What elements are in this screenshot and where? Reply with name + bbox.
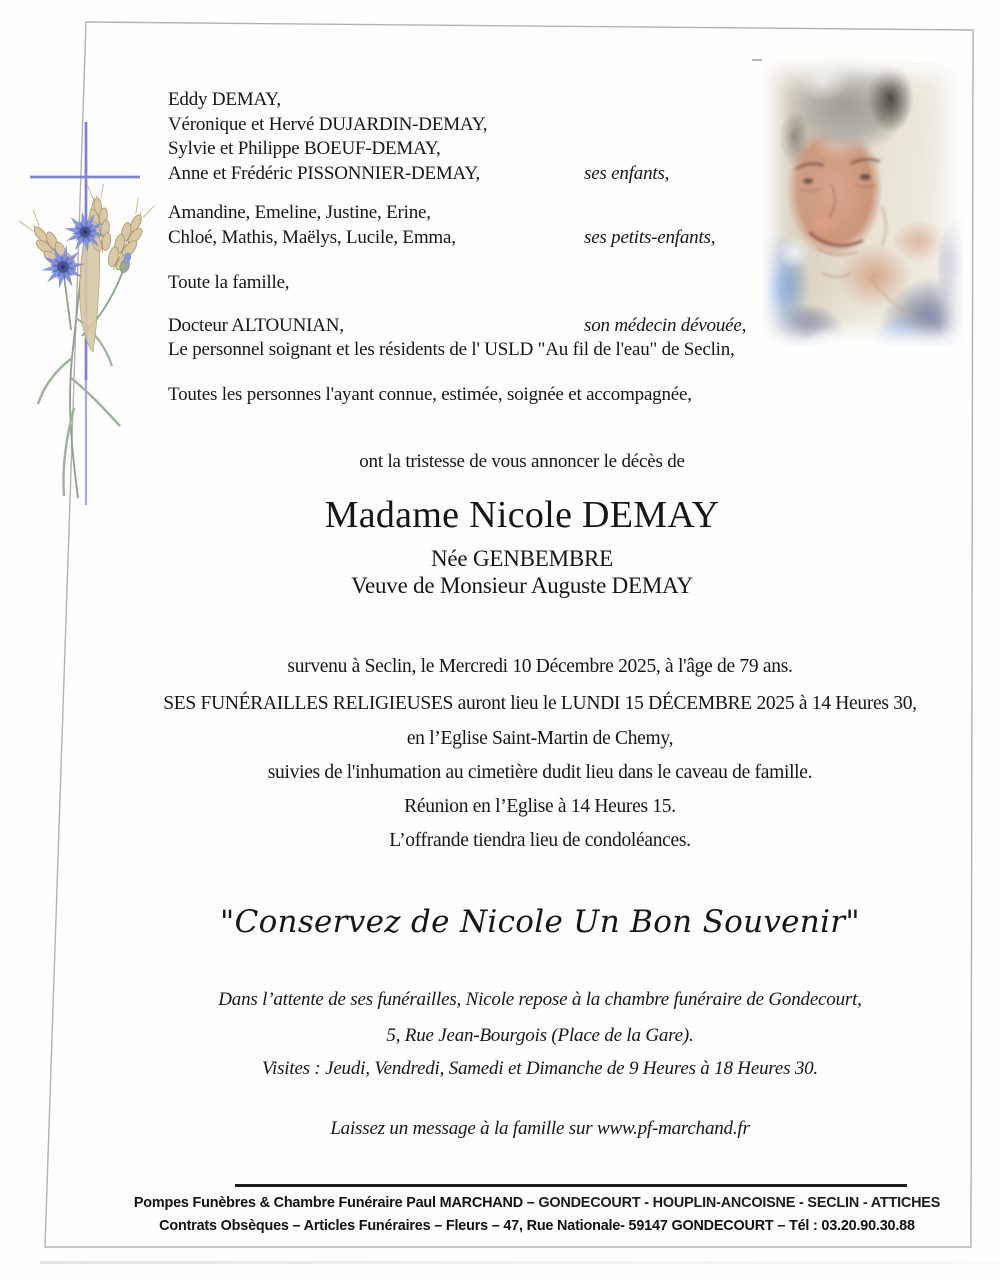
children-line: Sylvie et Philippe BOEUF-DEMAY, [168,138,441,160]
intro-line: ont la tristesse de vous annoncer le décès de [359,451,685,472]
meeting-line: Réunion en l’Eglise à 14 Heures 15. [404,796,676,817]
children-line: Véronique et Hervé DUJARDIN-DEMAY, [168,113,488,135]
funeral-home-cities: GONDECOURT - HOUPLIN-ANCOISNE - SECLIN - ATTICHES [534,1194,941,1211]
footer-line-1 [95,1194,978,1211]
children-label: ses enfants, [584,163,670,184]
doctor-label: son médecin dévouée, [584,315,747,336]
offering-line: L’offrande tiendra lieu de condoléances. [389,830,691,851]
grandchildren-line: Chloé, Mathis, Maëlys, Lucile, Emma, [168,226,456,248]
deceased-name: Madame Nicole DEMAY [324,494,720,536]
children-line: Eddy DEMAY, [168,89,281,110]
grandchildren-line: Amandine, Emeline, Justine, Erine, [168,202,431,223]
acquaintances-line: Toutes les personnes l'ayant connue, estimée, soignée et accompagnée, [168,384,692,405]
visits-line: Visites : Jeudi, Vendredi, Samedi et Dimanche de 9 Heures à 18 Heures 30. [262,1058,818,1079]
maiden-name-line: Née GENBEMBRE [430,546,614,571]
death-line: survenu à Seclin, le Mercredi 10 Décembre 2025, à l'âge de 79 ans. [287,656,793,677]
grandchildren-lines [168,201,456,250]
portrait-photo [762,57,963,345]
repose-line: Dans l’attente de ses funérailles, Nicole repose à la chambre funéraire de Gondecourt, [218,989,862,1010]
funeral-line: SES FUNÉRAILLES RELIGIEUSES auront lieu le LUNDI 15 DÉCEMBRE 2025 à 14 Heures 30, [163,693,917,714]
footer-divider [235,1184,907,1187]
church-line: en l’Eglise Saint-Martin de Chemy, [406,728,674,749]
online-message-line: Laissez un message à la famille sur www.pf-marchand.fr [330,1118,750,1139]
whole-family-line: Toute la famille, [168,272,290,293]
scan-artifact-line [40,1261,1000,1264]
widow-line: Veuve de Monsieur Auguste DEMAY [351,573,693,598]
children-line: Anne et Frédéric PISSONNIER-DEMAY, [168,162,480,184]
grandchildren-label: ses petits-enfants, [584,227,716,248]
footer-line-2: Contrats Obsèques – Articles Funéraires – Fleurs – 47, Rue Nationale- 59147 GONDECOURT – Tél : 03.20.90.30.88 [159,1217,915,1234]
funeral-home-name: Pompes Funèbres & Chambre Funéraire Paul MARCHAND – [133,1194,535,1211]
memorial-quote: "Conservez de Nicole Un Bon Souvenir" [220,904,860,940]
staff-line: Le personnel soignant et les résidents de l' USLD "Au fil de l'eau" de Seclin, [168,339,735,360]
doctor-line: Docteur ALTOUNIAN, [168,315,344,336]
children-lines [168,88,487,186]
burial-line: suivies de l'inhumation au cimetière dudit lieu dans le caveau de famille. [267,762,813,783]
portrait-face-features [762,57,963,345]
repose-address-line: 5, Rue Jean-Bourgois (Place de la Gare). [386,1025,694,1046]
